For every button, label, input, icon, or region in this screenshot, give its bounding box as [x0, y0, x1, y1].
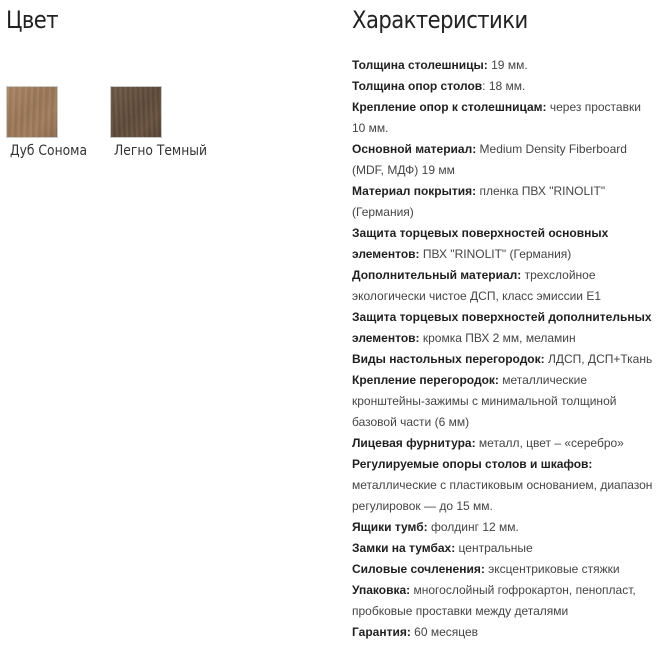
spec-label: Материал покрытия: — [352, 184, 477, 198]
spec-value: 19 мм. — [487, 58, 528, 72]
spec-item — [352, 265, 657, 307]
spec-item — [352, 349, 657, 370]
spec-label: Лицевая фурнитура: — [352, 436, 476, 450]
spec-value: металлические кронштейны-зажимы с минимальной толщиной базовой части (6 мм) — [352, 373, 617, 429]
spec-value: трехслойное экологически чистое ДСП, класс эмиссии Е1 — [352, 268, 601, 303]
swatch-legno-dark-chip[interactable] — [110, 86, 162, 138]
spec-item — [352, 454, 657, 517]
spec-item — [352, 223, 657, 265]
spec-value: металл, цвет – «серебро» — [475, 436, 624, 450]
swatch-oak-sonoma[interactable] — [6, 86, 116, 159]
spec-value: Medium Density Fiberboard (MDF, МДФ) 19 мм — [352, 142, 627, 177]
spec-item — [352, 139, 657, 181]
spec-value: через проставки 10 мм. — [352, 100, 641, 135]
spec-item — [352, 538, 657, 559]
spec-label: Ящики тумб: — [352, 520, 428, 534]
spec-value: многослойный гофрокартон, пенопласт, пробковые проставки между деталями — [352, 583, 636, 618]
color-section — [6, 0, 326, 159]
swatch-oak-sonoma-chip[interactable] — [6, 86, 58, 138]
spec-value: пленка ПВХ "RINOLIT" (Германия) — [352, 184, 606, 219]
spec-label: Упаковка: — [352, 583, 411, 597]
swatch-legno-dark-label: Легно Темный — [114, 143, 208, 159]
swatch-oak-sonoma-label: Дуб Сонома — [10, 143, 88, 159]
swatch-legno-dark[interactable] — [110, 86, 220, 159]
spec-item — [352, 55, 657, 76]
spec-item — [352, 307, 657, 349]
spec-label: Толщина столешницы: — [352, 58, 488, 72]
spec-value: металлические с пластиковым основанием, диапазон регулировок — до 15 мм. — [352, 478, 653, 513]
spec-value: фолдинг 12 мм. — [427, 520, 519, 534]
spec-value: центральные — [455, 541, 533, 555]
spec-label: Крепление опор к столешницам: — [352, 100, 547, 114]
spec-label: Дополнительный материал: — [352, 268, 522, 282]
spec-item — [352, 580, 657, 622]
spec-value: эксцентриковые стяжки — [484, 562, 620, 576]
spec-list — [352, 55, 657, 643]
spec-value: 60 месяцев — [410, 625, 479, 639]
spec-item — [352, 76, 657, 97]
spec-item — [352, 517, 657, 538]
spec-label: Гарантия: — [352, 625, 411, 639]
spec-item — [352, 97, 657, 139]
spec-value: : 18 мм. — [482, 79, 526, 93]
spec-item — [352, 622, 657, 643]
spec-value: ПВХ "RINOLIT" (Германия) — [419, 247, 572, 261]
specs-section — [352, 0, 657, 643]
spec-label: Крепление перегородок: — [352, 373, 499, 387]
spec-value: кромка ПВХ 2 мм, меламин — [419, 331, 576, 345]
spec-label: Замки на тумбах: — [352, 541, 456, 555]
spec-label: Толщина опор столов — [352, 79, 483, 93]
spec-label: Виды настольных перегородок: — [352, 352, 545, 366]
color-heading: Цвет — [6, 6, 59, 34]
spec-label: Основной материал: — [352, 142, 477, 156]
spec-item — [352, 559, 657, 580]
spec-item — [352, 433, 657, 454]
spec-item — [352, 370, 657, 433]
swatch-list — [6, 40, 326, 159]
spec-item — [352, 181, 657, 223]
spec-label: Регулируемые опоры столов и шкафов: — [352, 457, 593, 471]
spec-label: Защита торцевых поверхностей дополнительных элементов: — [352, 310, 652, 345]
spec-label: Защита торцевых поверхностей основных элементов: — [352, 226, 609, 261]
specs-heading: Характеристики — [352, 6, 528, 34]
spec-label: Силовые сочленения: — [352, 562, 485, 576]
spec-value: ЛДСП, ДСП+Ткань — [544, 352, 653, 366]
